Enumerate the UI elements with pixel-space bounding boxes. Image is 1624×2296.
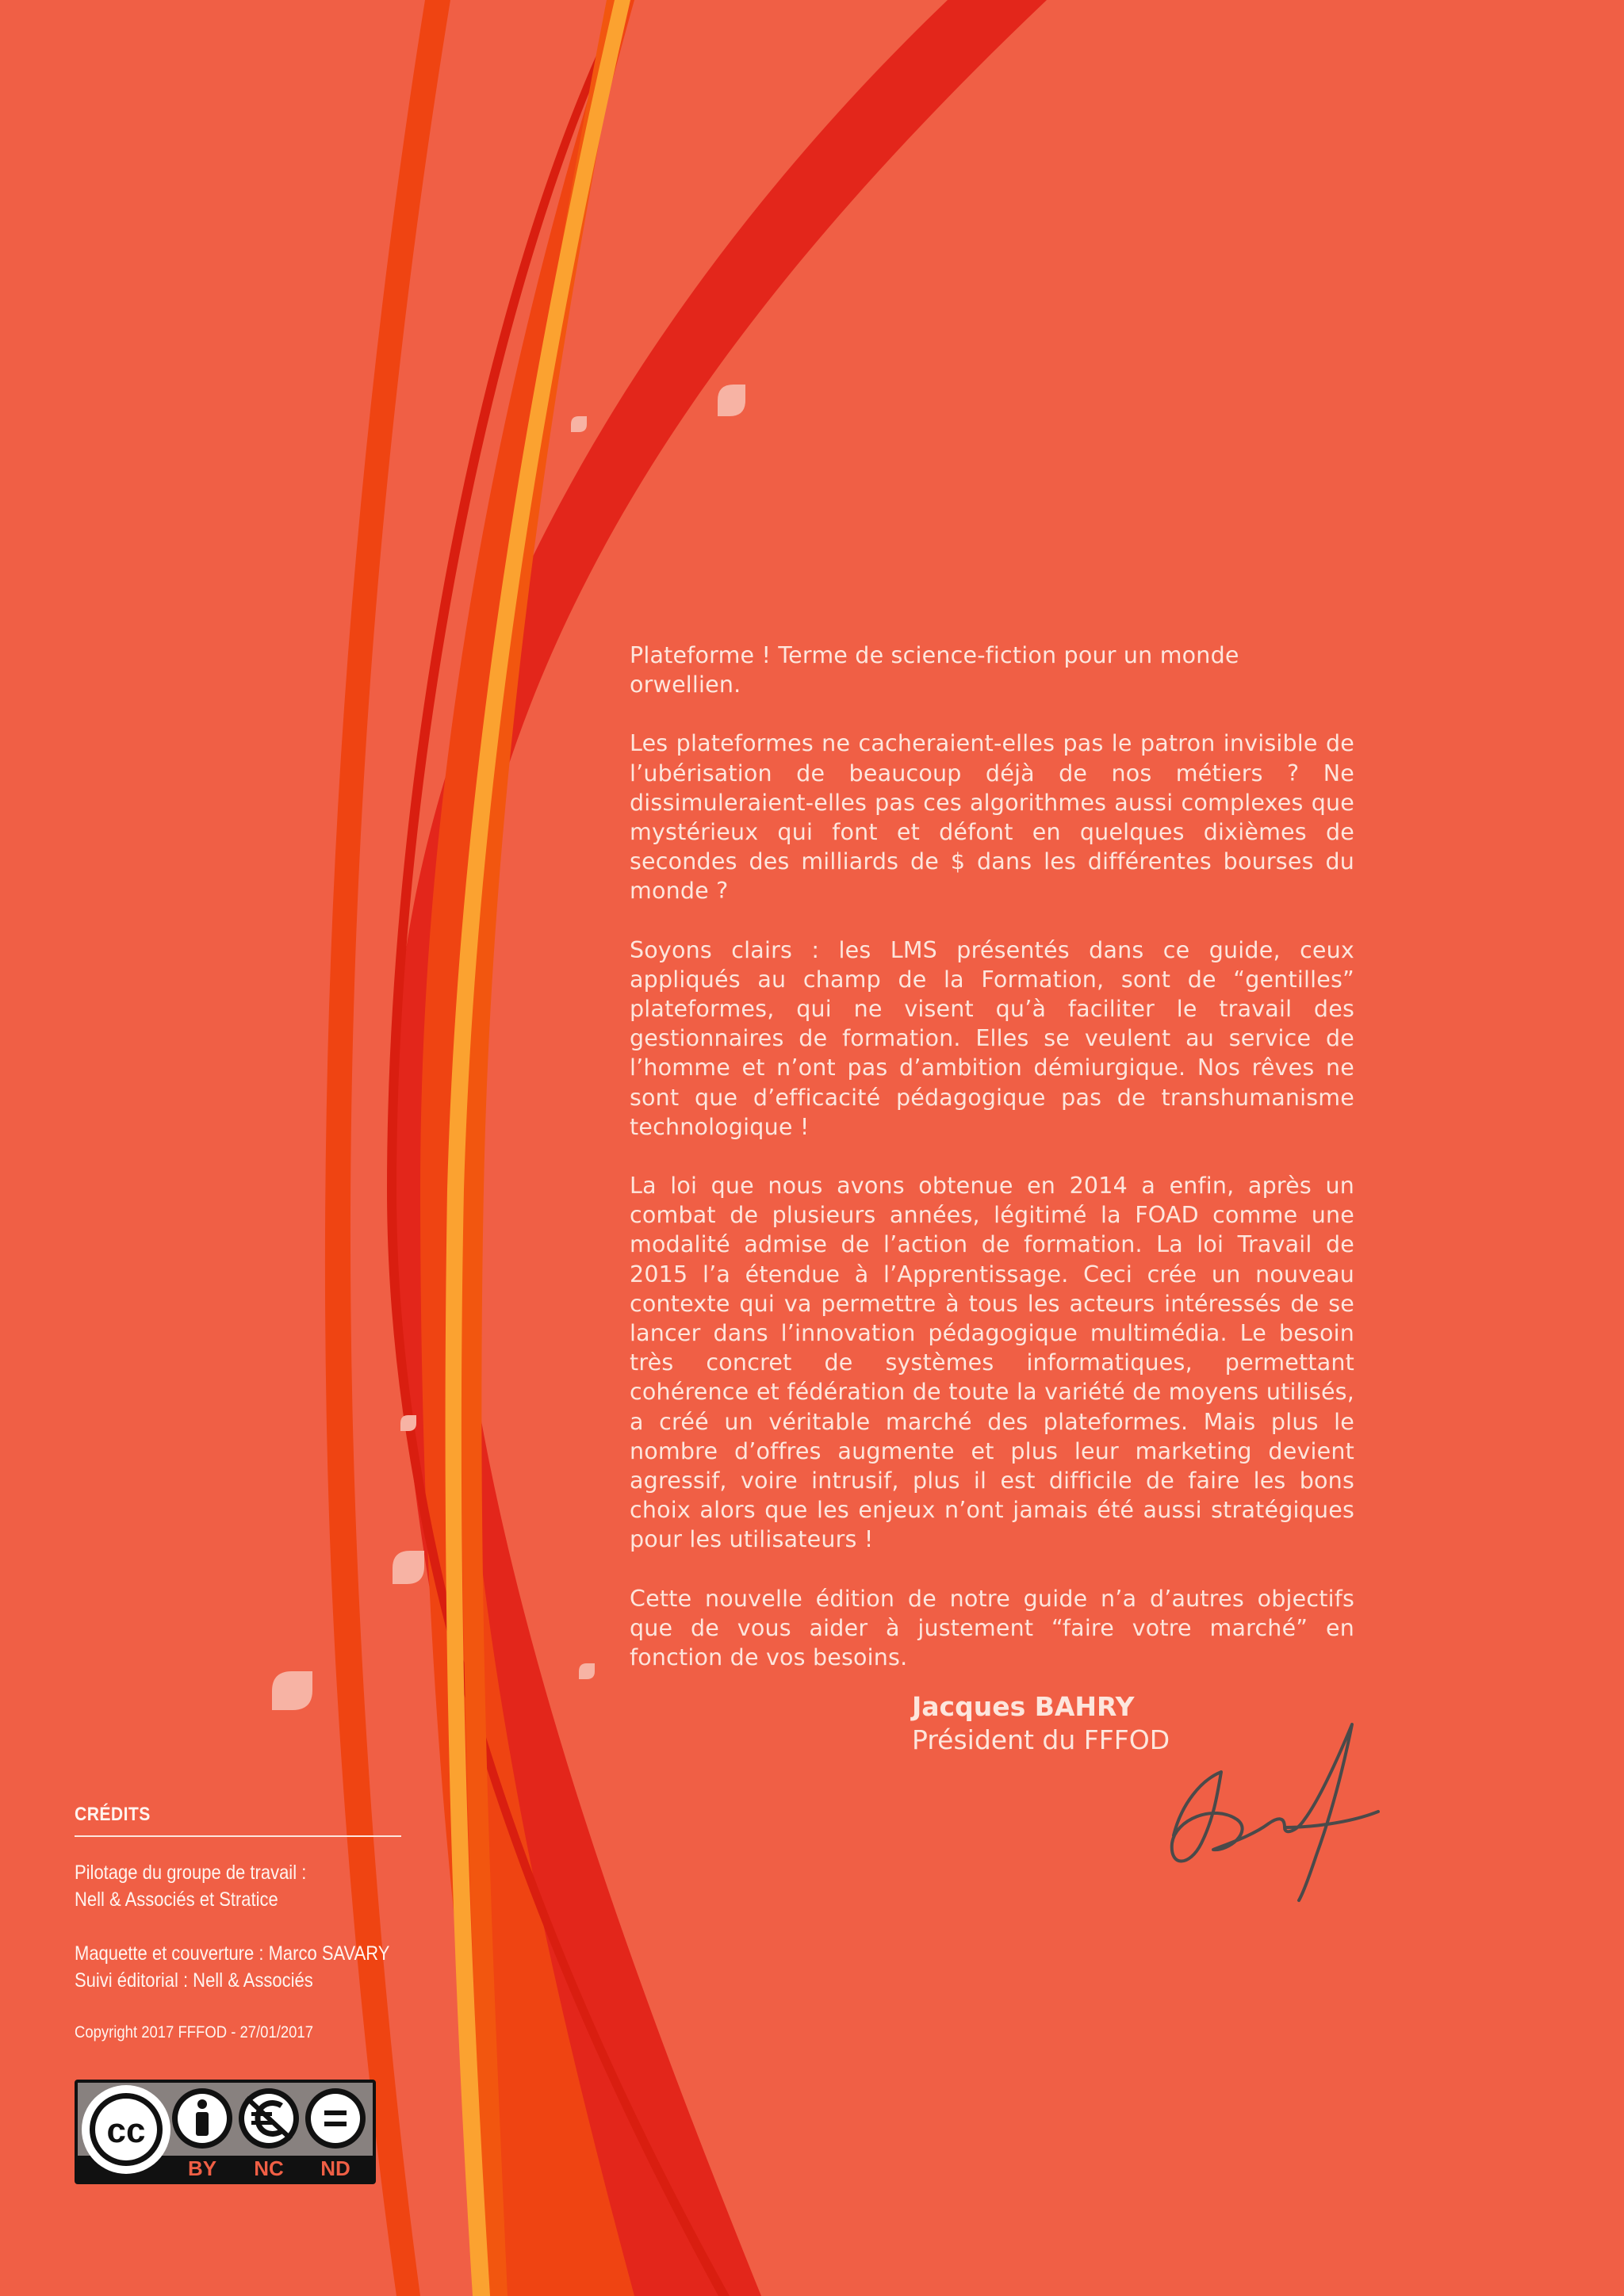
petal — [272, 1671, 312, 1710]
paragraph: Soyons clairs : les LMS présentés dans ce guide, ceux appliqués au champ de la Formation, sont de “gentilles” plateformes, qui ne visent qu’à faciliter le travail des gestionnaires de formation. Elles se veulent au service de l’homme et n’ont pas d’ambition démiurgique. Nos rêves ne sont que d’efficacité pédagogique pas de transhumanisme technologique ! — [630, 936, 1354, 1140]
credits-block — [75, 1804, 439, 2045]
by-person-icon — [172, 2088, 232, 2149]
nd-label: ND — [320, 2156, 350, 2180]
author-role: Président du FFFOD — [912, 1724, 1170, 1755]
paragraph: Les plateformes ne cacheraient-elles pas le patron invisible de l’ubérisation de beaucoup déjà de nos métiers ? Ne dissimuleraient-elles pas ces algorithmes aussi complexes que mystérieux qui font et défont en quelques dixièmes de secondes des milliards de $ dans les différentes bourses du monde ? — [630, 730, 1354, 905]
nc-euro-icon — [239, 2088, 299, 2149]
nd-equals-icon — [305, 2088, 366, 2149]
petal — [718, 385, 745, 416]
credits-divider — [75, 1835, 401, 1837]
cc-label: cc — [106, 2111, 146, 2150]
body-text — [630, 641, 1354, 1701]
by-label: BY — [187, 2156, 217, 2180]
signature-image — [1166, 1716, 1384, 1907]
petal — [393, 1551, 424, 1584]
paragraph: La loi que nous avons obtenue en 2014 a enfin, après un combat de plusieurs années, légitimé la FOAD comme une modalité admise de l’action de formation. La loi Travail de 2015 l’a étendue à l’Apprentissage. Ceci crée un nouveau contexte qui va permettre à tous les acteurs intéressés de se lancer dans l’innovation pédagogique multimédia. Le besoin très concret de systèmes informatiques, permettant cohérence et fédération de toute la variété de moyens utilisés, a créé un véritable marché des plateformes. Mais plus le nombre d’offres augmente et plus leur marketing devient agressif, voire intrusif, plus il est difficile de faire les bons choix alors que les enjeux n’ont jamais été aussi stratégiques pour les utilisateurs ! — [630, 1173, 1354, 1553]
creative-commons-badge — [74, 2079, 377, 2185]
creative-commons-icon — [82, 2085, 170, 2174]
credits-line: Suivi éditorial : Nell & Associés — [75, 1969, 313, 1992]
paragraph: Plateforme ! Terme de science-fiction pour un monde orwellien. — [630, 642, 1239, 698]
nc-label: NC — [254, 2156, 284, 2180]
credits-line: Maquette et couverture : Marco SAVARY — [75, 1942, 390, 1965]
credits-heading: CRÉDITS — [75, 1804, 151, 1825]
credits-line: Pilotage du groupe de travail : — [75, 1862, 307, 1884]
author-name: Jacques BAHRY — [912, 1691, 1135, 1722]
paragraph: Cette nouvelle édition de notre guide n’a d’autres objectifs que de vous aider à justement “faire votre marché” en fonction de vos besoins. — [630, 1585, 1354, 1671]
author-block — [912, 1690, 1170, 1757]
copyright-text: Copyright 2017 FFFOD - 27/01/2017 — [75, 2023, 313, 2042]
petal — [579, 1663, 595, 1679]
petal — [400, 1415, 416, 1431]
petal — [571, 416, 587, 432]
credits-line: Nell & Associés et Stratice — [75, 1888, 278, 1911]
